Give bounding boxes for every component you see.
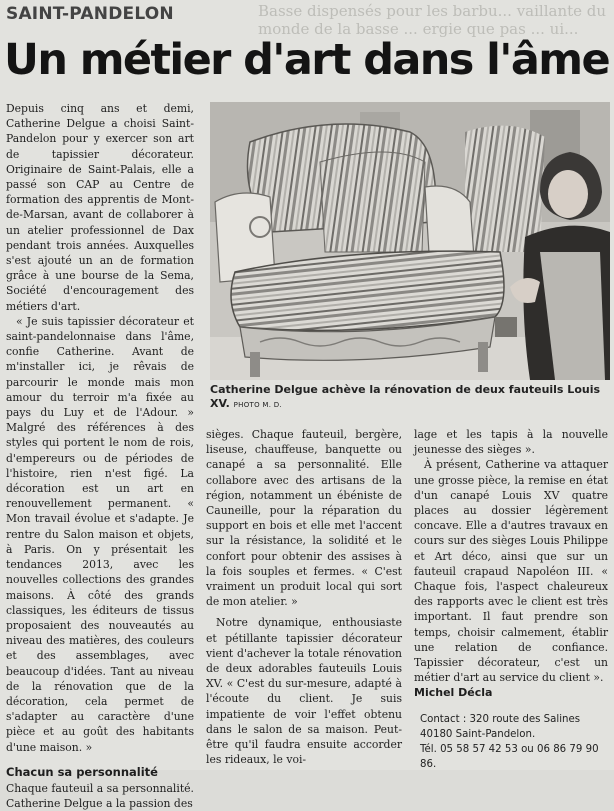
photo-armchairs-upholsterer: [210, 102, 610, 380]
article-column-2: [206, 427, 402, 767]
photo-credit: PHOTO M. D.: [233, 401, 283, 409]
headline: Un métier d'art dans l'âme: [4, 35, 610, 85]
bleed-through-text: Basse dispensés pour les barbu... vaillante du monde de la basse ... ergie que pas ... ui...: [258, 2, 607, 38]
caption-text: Catherine Delgue achève la rénovation de deux fauteuils Louis XV.: [210, 383, 601, 410]
paragraph: « Je suis tapissier décorateur et saint-pandelonnaise dans l'âme, confie Catherine. Avant de m'installer ici, je rêvais de parcourir le monde mais mon amour du terroir m'a fixée au pays du Luy et de l'Adour. » Malgré des références à des styles qui portent le nom de rois, d'empereurs ou de périodes de l'histoire, rien n'est figé. La décoration est un art en renouvellement permanent. « Mon travail évolue et s'adapte. Je rentre du Salon maison et objets, à Paris. On y présentait les tendances 2013, avec les nouvelles collections des grandes maisons. À côté des grands classiques, les éditeurs de tissus proposaient des nouveautés au niveau des matières, des couleurs et des assemblages, avec beaucoup d'idées. Tant au niveau de la rénovation que de la décoration, cela permet de s'adapter au caractère d'une pièce et au goût des habitants d'une maison. »: [6, 314, 194, 754]
contact-line: 40180 Saint-Pandelon.: [420, 729, 536, 740]
article-photo: [210, 102, 610, 380]
paragraph: lage et les tapis à la nouvelle jeunesse des sièges ».: [414, 428, 608, 457]
subheading: Chacun sa personnalité: [6, 764, 158, 779]
article-column-3: [414, 427, 608, 701]
article-column-1: [6, 101, 194, 811]
photo-caption: [210, 383, 610, 412]
contact-line: Contact : 320 route des Salines: [420, 714, 581, 725]
author-byline: Michel Décla: [414, 686, 493, 700]
contact-info: [420, 712, 610, 772]
paragraph: Chaque fauteuil a sa personnalité. Catherine Delgue a la passion des: [6, 781, 194, 811]
contact-line: Tél. 05 58 57 42 53 ou 06 86 79 90 86.: [420, 744, 599, 770]
location-label: SAINT-PANDELON: [6, 4, 174, 24]
paragraph: Depuis cinq ans et demi, Catherine Delgue a choisi Saint-Pandelon pour y exercer son art de tapissier décorateur. Originaire de Saint-Palais, elle a passé son CAP au Centre de formation des apprentis de Mont-de-Marsan, avant de collaborer à un atelier professionnel de Dax pendant trois années. Auxquelles s'est ajouté un an de formation grâce à une bourse de la Sema, Société d'encouragement des métiers d'art.: [6, 102, 194, 313]
paragraph: À présent, Catherine va attaquer une grosse pièce, la remise en état d'un canapé Louis XV quatre places au dossier légèrement concave. Elle a d'autres travaux en cours sur des sièges Louis Philippe et Art déco, ainsi que sur un fauteuil crapaud Napoléon III. « Chaque fois, l'aspect chaleureux des rapports avec le client est très important. Il faut prendre son temps, choisir calmement, établir une relation de confiance. Tapissier décorateur, c'est un métier d'art au service du client ».: [414, 458, 608, 685]
paragraph: Notre dynamique, enthousiaste et pétillante tapissier décorateur vient d'achever la totale rénovation de deux adorables fauteuils Louis XV. « C'est du sur-mesure, adapté à l'écoute du client. Je suis impatiente de voir l'effet obtenu dans le salon de sa maison. Peut-être qu'il faudra ensuite accorder les rideaux, le voi-: [206, 616, 402, 767]
paragraph: sièges. Chaque fauteuil, bergère, liseuse, chauffeuse, banquette ou canapé a sa personnalité. Elle collabore avec des artisans de la région, notamment un ébéniste de Cauneille, pour la réparation du support en bois et elle met l'accent sur la résistance, la solidité et le confort pour obtenir des assises à la fois souples et fermes. « C'est vraiment un produit local qui sort de mon atelier. »: [206, 428, 402, 609]
